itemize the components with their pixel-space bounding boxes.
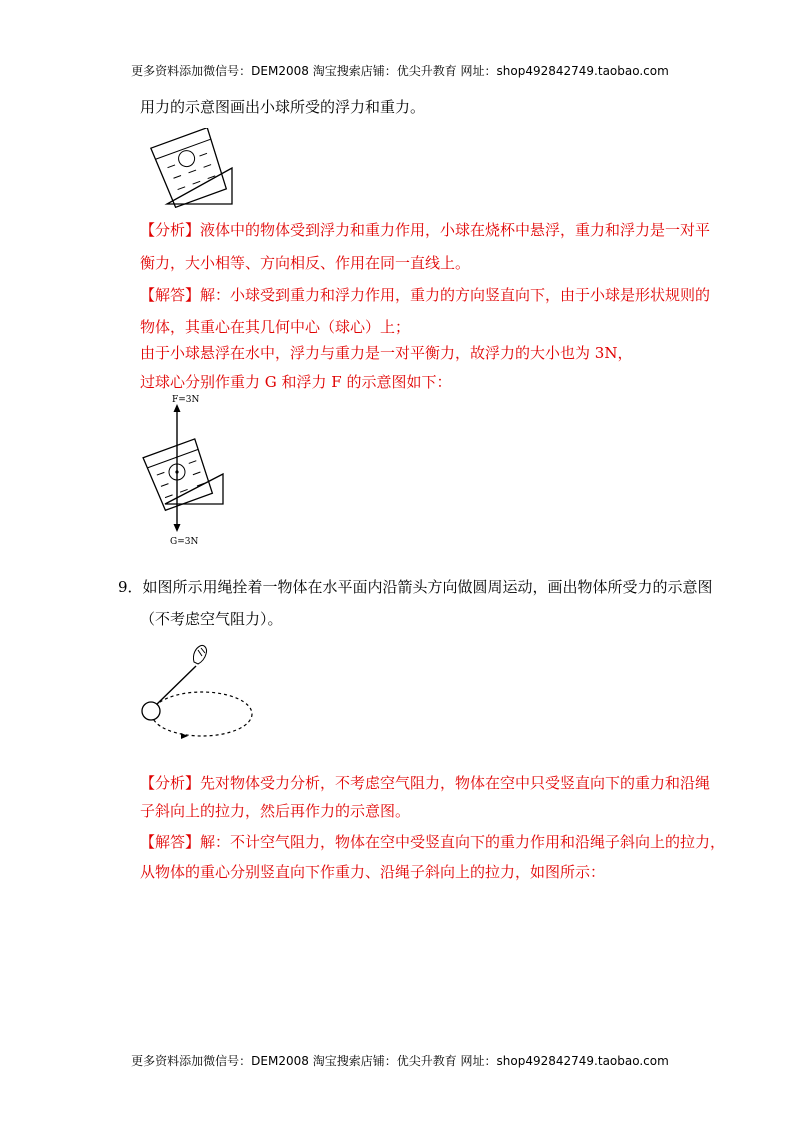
- q9-question-line-1: [118, 577, 713, 597]
- q8-intro-tail: 用力的示意图画出小球所受的浮力和重力。: [140, 98, 426, 116]
- q9-answer-line-2: 从物体的重心分别竖直向下作重力、沿绳子斜向上的拉力，如图所示：: [140, 863, 606, 881]
- figure-circular-motion: [138, 638, 258, 743]
- question-text: 如图所示用绳拴着一物体在水平面内沿箭头方向做圆周运动，画出物体所受力的示意图: [142, 578, 713, 596]
- q9-answer-line-1: [140, 832, 725, 852]
- analysis-text: 先对物体受力分析，不考虑空气阻力，物体在空中只受竖直向下的重力和沿绳: [200, 774, 711, 792]
- q8-analysis-line-1: [140, 220, 710, 240]
- q8-analysis-line-2: 衡力，大小相等、方向相反、作用在同一直线上。: [140, 254, 471, 272]
- q8-answer-line-1: [140, 285, 710, 305]
- question-number: 9．: [118, 578, 143, 596]
- analysis-text: 液体中的物体受到浮力和重力作用，小球在烧杯中悬浮，重力和浮力是一对平: [200, 221, 711, 239]
- analysis-tag: 【分析】: [140, 221, 201, 239]
- force-label-buoyancy: F=3N: [172, 395, 200, 405]
- answer-tag: 【解答】: [140, 833, 201, 851]
- answer-text: 解：不计空气阻力，物体在空中受竖直向下的重力作用和沿绳子斜向上的拉力，: [200, 833, 726, 851]
- q9-analysis-line-1: [140, 773, 710, 793]
- q8-answer-line-3: 由于小球悬浮在水中，浮力与重力是一对平衡力，故浮力的大小也为 3N，: [140, 344, 633, 362]
- figure-beaker-on-incline: [145, 128, 240, 208]
- page-header: 更多资料添加微信号：DEM2008 淘宝搜索店铺：优尖升教育 网址：shop492842749.taobao.com: [131, 64, 669, 78]
- analysis-tag: 【分析】: [140, 774, 201, 792]
- answer-text: 解：小球受到重力和浮力作用，重力的方向竖直向下，由于小球是形状规则的: [200, 286, 711, 304]
- page-footer: 更多资料添加微信号：DEM2008 淘宝搜索店铺：优尖升教育 网址：shop492842749.taobao.com: [131, 1054, 669, 1068]
- q8-answer-line-4: 过球心分别作重力 G 和浮力 F 的示意图如下：: [140, 373, 452, 391]
- answer-tag: 【解答】: [140, 286, 201, 304]
- q8-answer-line-2: 物体，其重心在其几何中心（球心）上；: [140, 318, 411, 336]
- q9-question-line-2: （不考虑空气阻力）。: [140, 610, 283, 628]
- force-label-gravity: G=3N: [170, 537, 199, 547]
- figure-force-diagram: [135, 392, 235, 552]
- q9-analysis-line-2: 子斜向上的拉力，然后再作力的示意图。: [140, 802, 411, 820]
